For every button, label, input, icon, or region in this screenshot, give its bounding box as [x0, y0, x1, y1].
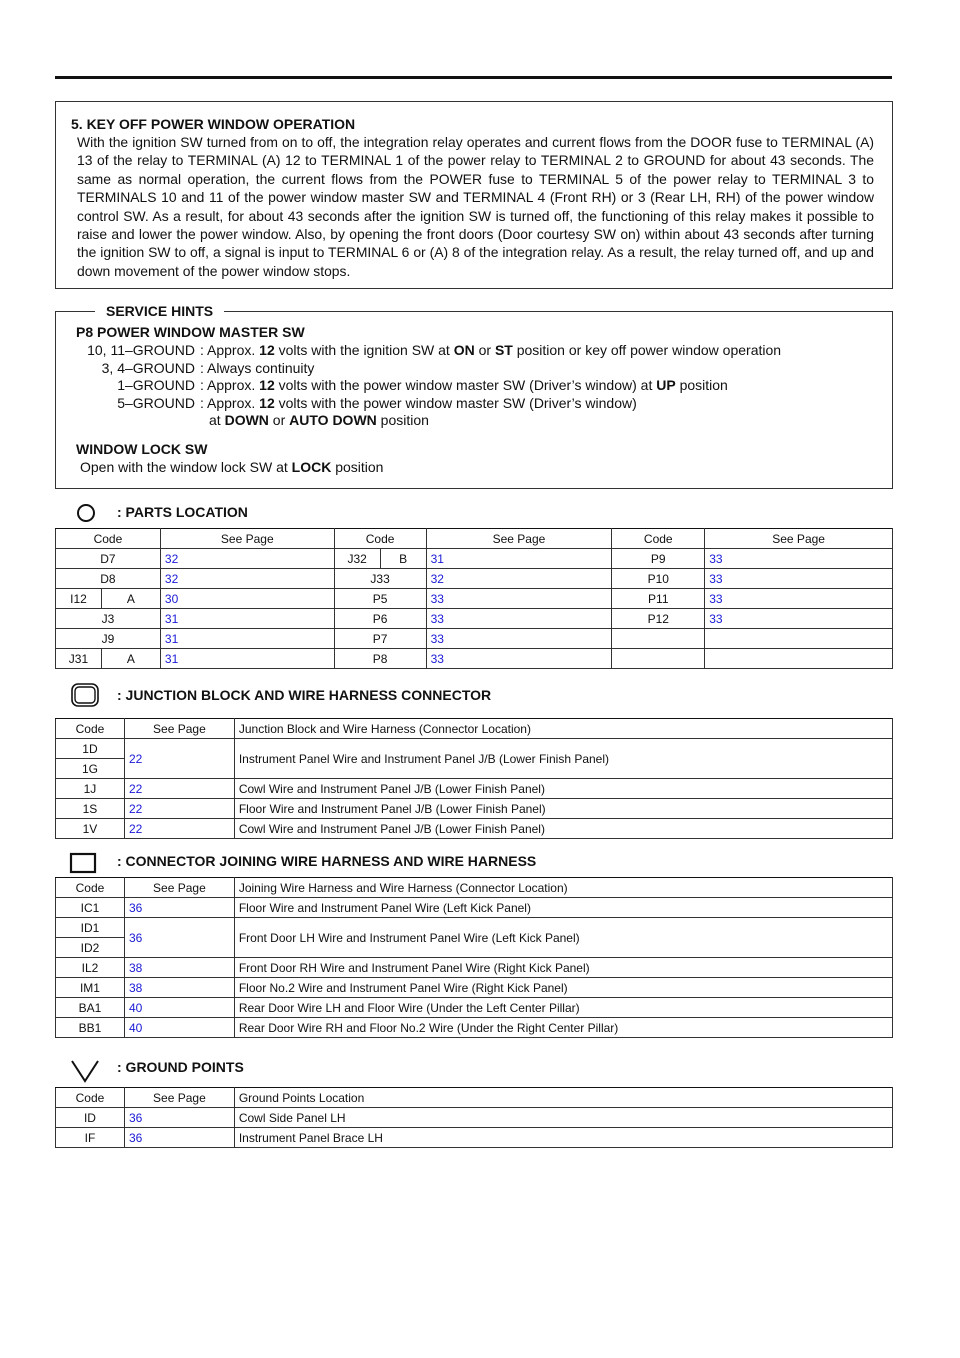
parts-location-heading: : PARTS LOCATION — [117, 504, 248, 520]
table-row: J9 31 P7 33 — [56, 629, 893, 649]
table-row: J31 A 31 P8 33 — [56, 649, 893, 669]
ground-points-triangle-icon — [70, 1058, 100, 1084]
ground-points-table — [55, 1087, 893, 1148]
table-row: BA1 40 Rear Door Wire LH and Floor Wire (Under the Left Center Pillar) — [56, 998, 893, 1018]
p8-title: P8 POWER WINDOW MASTER SW — [76, 324, 305, 340]
operation-title: 5. KEY OFF POWER WINDOW OPERATION — [71, 116, 356, 132]
table-row: 1G — [56, 759, 893, 779]
table-row: ID1 36 Front Door LH Wire and Instrument Panel Wire (Left Kick Panel) — [56, 918, 893, 938]
connector-joining-heading: : CONNECTOR JOINING WIRE HARNESS AND WIRE HARNESS — [117, 853, 537, 869]
table-row: D8 32 J33 32 P10 33 — [56, 569, 893, 589]
connector-joining-rectangle-icon — [69, 852, 97, 874]
table-header-row: Code See Page Ground Points Location — [56, 1088, 893, 1108]
table-row: D7 32 J32 B 31 P9 33 — [56, 549, 893, 569]
service-hints-rows — [76, 342, 874, 430]
top-rule — [55, 76, 892, 79]
table-row: 1D 22 Instrument Panel Wire and Instrument Panel J/B (Lower Finish Panel) — [56, 739, 893, 759]
hint-row: 5–GROUND : Approx. 12 volts with the power window master SW (Driver’s window) — [117, 394, 637, 411]
hint-row: 3, 4–GROUND : Always continuity — [101, 359, 315, 376]
table-row: 1V 22 Cowl Wire and Instrument Panel J/B (Lower Finish Panel) — [56, 819, 893, 839]
hint-row-continuation: at DOWN or AUTO DOWN position — [209, 412, 429, 429]
service-hints-box — [55, 311, 893, 489]
table-row: I12 A 30 P5 33 P11 33 — [56, 589, 893, 609]
operation-box — [55, 101, 893, 289]
window-lock-title: WINDOW LOCK SW — [76, 440, 208, 457]
window-lock-text: Open with the window lock SW at LOCK position — [80, 458, 384, 475]
table-row: ID 36 Cowl Side Panel LH — [56, 1108, 893, 1128]
table-row: BB1 40 Rear Door Wire RH and Floor No.2 Wire (Under the Right Center Pillar) — [56, 1018, 893, 1038]
hint-row: 1–GROUND : Approx. 12 volts with the power window master SW (Driver’s window) at UP position — [117, 377, 728, 394]
table-header-row: Code See Page Code See Page Code See Page — [56, 529, 893, 549]
service-hints-label: SERVICE HINTS — [95, 302, 224, 320]
junction-block-table — [55, 718, 893, 839]
table-row: IL2 38 Front Door RH Wire and Instrument Panel Wire (Right Kick Panel) — [56, 958, 893, 978]
table-row: J3 31 P6 33 P12 33 — [56, 609, 893, 629]
hint-row: 10, 11–GROUND : Approx. 12 volts with the ignition SW at ON or ST position or key off power window operation — [87, 342, 782, 358]
table-row: ID2 — [56, 938, 893, 958]
table-row: IM1 38 Floor No.2 Wire and Instrument Panel Wire (Right Kick Panel) — [56, 978, 893, 998]
ground-points-heading: : GROUND POINTS — [117, 1059, 244, 1075]
connector-joining-table — [55, 877, 893, 1038]
parts-location-circle-icon — [76, 503, 96, 523]
junction-block-heading: : JUNCTION BLOCK AND WIRE HARNESS CONNECTOR — [117, 687, 492, 703]
parts-location-grid — [55, 528, 893, 669]
operation-body: With the ignition SW turned from on to off, the integration relay operates and current flows from the DOOR fuse to TERMINAL (A) 13 of the relay to TERMINAL (A) 12 to TERMINAL 1 of the power relay to TERMINAL 2 to GROUND for about 43 seconds. The same as normal operation, the current flows from the POWER fuse to TERMINAL 5 of the power relay to TERMINAL 3 to TERMINALS 10 and 11 of the power window master SW and TERMINAL 4 (Front RH) or 3 (Rear LH, RH) of the power window control SW. As a result, for about 43 seconds after the ignition SW is turned off, the functioning of this relay makes it possible to raise and lower the power window. Also, by opening the front doors (Door courtesy SW on) within about 43 seconds after turning the ignition SW to off, a signal is input to TERMINAL 6 or (A) 8 of the integration relay. As a result, the relay turned off, and up and down movement of the power window stops. — [77, 134, 874, 279]
table-row: 1J 22 Cowl Wire and Instrument Panel J/B (Lower Finish Panel) — [56, 779, 893, 799]
table-header-row: Code See Page Junction Block and Wire Harness (Connector Location) — [56, 719, 893, 739]
junction-block-rounded-square-icon — [70, 682, 100, 708]
table-row: IC1 36 Floor Wire and Instrument Panel Wire (Left Kick Panel) — [56, 898, 893, 918]
table-header-row: Code See Page Joining Wire Harness and Wire Harness (Connector Location) — [56, 878, 893, 898]
table-row: IF 36 Instrument Panel Brace LH — [56, 1128, 893, 1148]
table-row: 1S 22 Floor Wire and Instrument Panel J/B (Lower Finish Panel) — [56, 799, 893, 819]
